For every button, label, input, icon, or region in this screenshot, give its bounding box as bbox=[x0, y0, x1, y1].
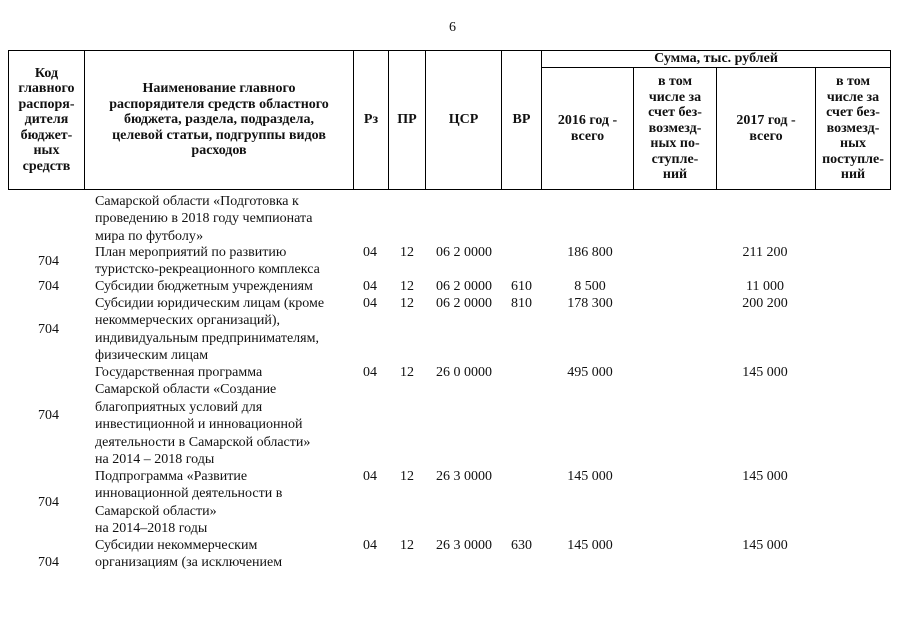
header-2017-total: 2017 год - всего bbox=[736, 113, 796, 144]
col-divider bbox=[890, 50, 891, 190]
row-csr: 26 3 0000 bbox=[436, 538, 492, 553]
row-sum-2016: 178 300 bbox=[567, 296, 613, 311]
row-sum-2017: 200 200 bbox=[742, 296, 788, 311]
row-rz: 04 bbox=[363, 279, 377, 294]
row-rz: 04 bbox=[363, 469, 377, 484]
row-pr: 12 bbox=[400, 296, 414, 311]
header-pr: ПР bbox=[397, 112, 417, 128]
row-sum-2016: 8 500 bbox=[574, 279, 606, 294]
row-code: 704 bbox=[38, 555, 59, 570]
header-sum: Сумма, тыс. рублей bbox=[654, 51, 778, 67]
header-2016-grant: в том числе за счет без- возмезд- ных по- ступле- ний bbox=[648, 74, 702, 183]
row-vr: 810 bbox=[511, 296, 532, 311]
row-sum-2016: 145 000 bbox=[567, 538, 613, 553]
row-sum-2017: 145 000 bbox=[742, 469, 788, 484]
row-pr: 12 bbox=[400, 469, 414, 484]
row-sum-2016: 495 000 bbox=[567, 365, 613, 380]
row-code: 704 bbox=[38, 408, 59, 423]
row-name: Подпрограмма «Развитие инновационной деятельности в Самарской области» на 2014–2018 годы bbox=[95, 469, 283, 537]
table-header bbox=[8, 50, 891, 190]
row-code: 704 bbox=[38, 254, 59, 269]
row-code: 704 bbox=[38, 279, 59, 294]
page-number: 6 bbox=[449, 20, 456, 35]
row-name: Самарской области «Подготовка к проведению в 2018 году чемпионата мира по футболу» bbox=[95, 194, 313, 244]
row-pr: 12 bbox=[400, 245, 414, 260]
row-sum-2017: 145 000 bbox=[742, 365, 788, 380]
row-name: Государственная программа Самарской области «Создание благоприятных условий для инвестиционной и инновационной деятельности в Самарской области» на 2014 – 2018 годы bbox=[95, 365, 311, 468]
header-csr: ЦСР bbox=[448, 112, 479, 128]
row-vr: 630 bbox=[511, 538, 532, 553]
row-sum-2017: 11 000 bbox=[746, 279, 784, 294]
row-rz: 04 bbox=[363, 538, 377, 553]
row-csr: 26 0 0000 bbox=[436, 365, 492, 380]
row-rz: 04 bbox=[363, 365, 377, 380]
header-2017-grant: в том числе за счет без- возмезд- ных поступле- ний bbox=[822, 74, 884, 183]
row-csr: 06 2 0000 bbox=[436, 279, 492, 294]
row-code: 704 bbox=[38, 322, 59, 337]
header-bottom-border bbox=[8, 189, 891, 190]
row-sum-2016: 145 000 bbox=[567, 469, 613, 484]
row-code: 704 bbox=[38, 495, 59, 510]
row-name: План мероприятий по развитию туристско-рекреационного комплекса bbox=[95, 245, 320, 278]
header-2016-total: 2016 год - всего bbox=[557, 113, 618, 144]
row-name: Субсидии бюджетным учреждениям bbox=[95, 279, 313, 294]
row-csr: 06 2 0000 bbox=[436, 245, 492, 260]
row-csr: 06 2 0000 bbox=[436, 296, 492, 311]
row-rz: 04 bbox=[363, 296, 377, 311]
row-pr: 12 bbox=[400, 279, 414, 294]
row-pr: 12 bbox=[400, 538, 414, 553]
row-pr: 12 bbox=[400, 365, 414, 380]
row-name: Субсидии некоммерческим организациям (за исключением bbox=[95, 538, 283, 571]
header-vr: ВР bbox=[512, 112, 531, 128]
row-rz: 04 bbox=[363, 245, 377, 260]
row-name: Субсидии юридическим лицам (кроме некоммерческих организаций), индивидуальным предпринимателям, физическим лицам bbox=[95, 296, 325, 364]
header-name: Наименование главного распорядителя средств областного бюджета, раздела, подраздела, целевой статьи, подгруппы видов расходов bbox=[109, 81, 329, 159]
row-csr: 26 3 0000 bbox=[436, 469, 492, 484]
row-sum-2017: 145 000 bbox=[742, 538, 788, 553]
row-sum-2016: 186 800 bbox=[567, 245, 613, 260]
header-code: Код главного распоря- дителя бюджет- ных средств bbox=[18, 65, 75, 174]
header-rz: Рз bbox=[363, 112, 379, 128]
row-sum-2017: 211 200 bbox=[742, 245, 788, 260]
row-vr: 610 bbox=[511, 279, 532, 294]
